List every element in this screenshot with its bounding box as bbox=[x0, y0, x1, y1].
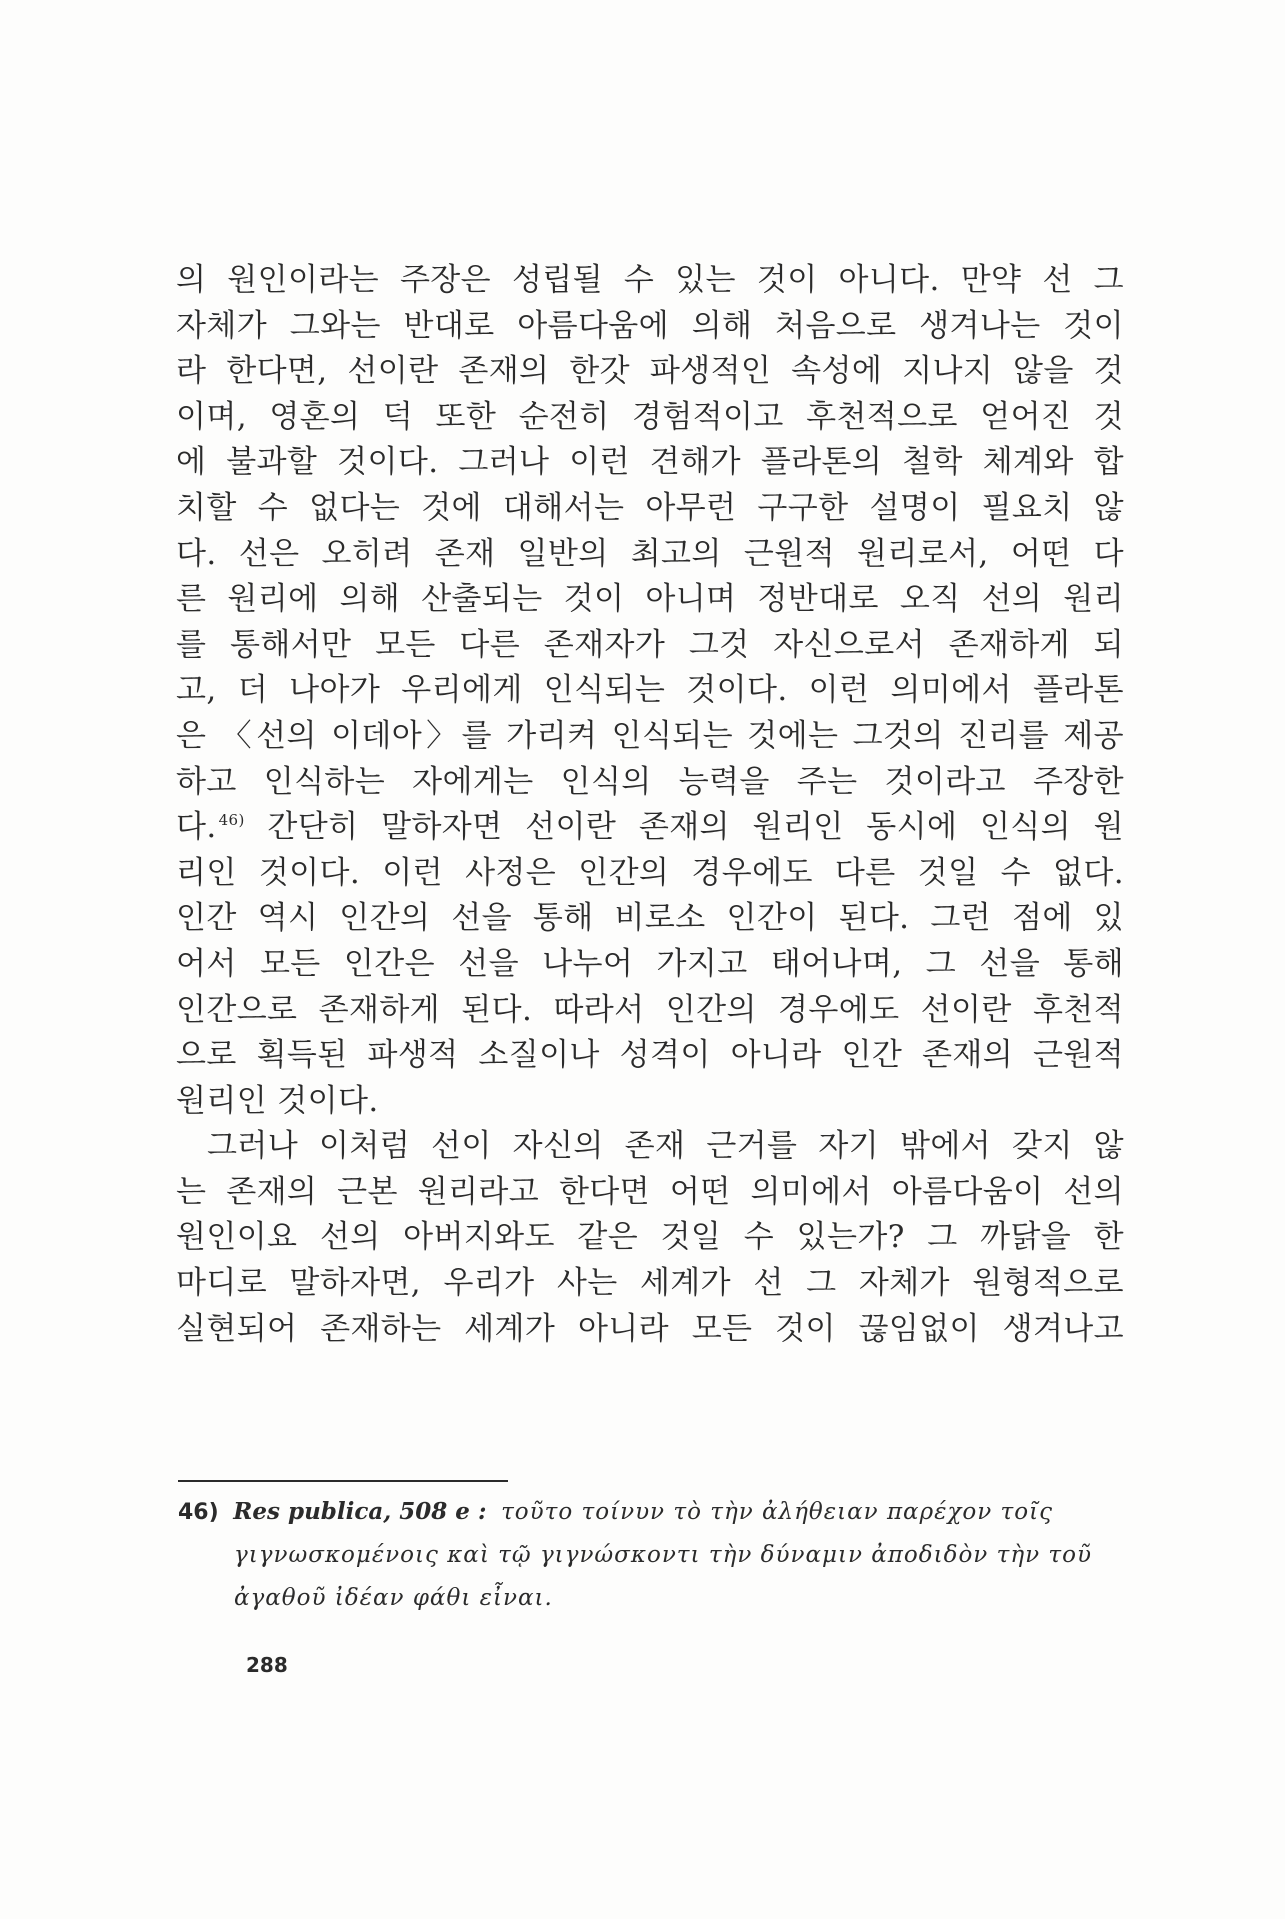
text-line: 자체가 그와는 반대로 아름다움에 의해 처음으로 생겨나는 것이 bbox=[176, 307, 1124, 344]
text-line: 다. 선은 오히려 존재 일반의 최고의 근원적 원리로서, 어떤 다 bbox=[176, 535, 1124, 572]
footnote-greek-text: τοῦτο τοίνυν τὸ τὴν ἀλήθειαν παρέχον τοῖς bbox=[501, 1499, 1054, 1525]
footnote-divider bbox=[178, 1480, 508, 1482]
text-line: 하고 인식하는 자에게는 인식의 능력을 주는 것이라고 주장한 bbox=[176, 763, 1124, 800]
text-line: 를 통해서만 모든 다른 존재자가 그것 자신으로서 존재하게 되 bbox=[176, 626, 1124, 663]
text-line: 실현되어 존재하는 세계가 아니라 모든 것이 끊임없이 생겨나고 bbox=[176, 1310, 1124, 1347]
text-line: 리인 것이다. 이런 사정은 인간의 경우에도 다른 것일 수 없다. bbox=[176, 854, 1124, 891]
footnote-reference: 46) bbox=[218, 811, 245, 830]
text-line: 에 불과할 것이다. 그러나 이런 견해가 플라톤의 철학 체계와 합 bbox=[176, 444, 1124, 481]
text-line: 으로 획득된 파생적 소질이나 성격이 아니라 인간 존재의 근원적 bbox=[176, 1037, 1124, 1074]
footnote bbox=[178, 1490, 1124, 1620]
text-line: 이며, 영혼의 덕 또한 순전히 경험적이고 후천적으로 얻어진 것 bbox=[176, 398, 1124, 435]
footnote-line bbox=[178, 1577, 1124, 1620]
text-line: 고, 더 나아가 우리에게 인식되는 것이다. 이런 의미에서 플라톤 bbox=[176, 672, 1124, 709]
text-fragment: 간단히 말하자면 선이란 존재의 원리인 동시에 인식의 원 bbox=[267, 809, 1124, 846]
text-line: 른 원리에 의해 산출되는 것이 아니며 정반대로 오직 선의 원리 bbox=[176, 581, 1124, 618]
body-text bbox=[176, 258, 1124, 1352]
footnote-number: 46) bbox=[178, 1500, 219, 1525]
text-line: 치할 수 없다는 것에 대해서는 아무런 구구한 설명이 필요치 않 bbox=[176, 489, 1124, 526]
text-line: 은 〈선의 이데아〉를 가리켜 인식되는 것에는 그것의 진리를 제공 bbox=[176, 717, 1124, 754]
text-line: 어서 모든 인간은 선을 나누어 가지고 태어나며, 그 선을 통해 bbox=[176, 945, 1124, 982]
paragraph-start-line: 그러나 이처럼 선이 자신의 존재 근거를 자기 밖에서 갖지 않 bbox=[207, 1128, 1124, 1165]
text-line: 원리인 것이다. bbox=[176, 1082, 379, 1119]
text-fragment: 다. bbox=[176, 809, 217, 846]
footnote-citation: Res publica, 508 e : bbox=[233, 1498, 487, 1525]
text-line: 인간 역시 인간의 선을 통해 비로소 인간이 된다. 그런 점에 있 bbox=[176, 900, 1124, 937]
text-line: 는 존재의 근본 원리라고 한다면 어떤 의미에서 아름다움이 선의 bbox=[176, 1173, 1124, 1210]
text-line-with-footnote-ref bbox=[176, 805, 1124, 851]
text-line: 라 한다면, 선이란 존재의 한갓 파생적인 속성에 지나지 않을 것 bbox=[176, 353, 1124, 390]
footnote-greek-text: ἀγαθοῦ ἰδέαν φάθι εἶναι. bbox=[234, 1585, 553, 1611]
footnote-greek-text: γιγνωσκομένοις καὶ τῷ γιγνώσκοντι τὴν δύναμιν ἀποδιδὸν τὴν τοῦ bbox=[234, 1542, 1092, 1568]
text-line: 마디로 말하자면, 우리가 사는 세계가 선 그 자체가 원형적으로 bbox=[176, 1265, 1124, 1302]
footnote-line bbox=[178, 1534, 1124, 1577]
text-line: 의 원인이라는 주장은 성립될 수 있는 것이 아니다. 만약 선 그 bbox=[176, 262, 1124, 298]
page-number: 288 bbox=[246, 1653, 288, 1677]
text-line: 원인이요 선의 아버지와도 같은 것일 수 있는가? 그 까닭을 한 bbox=[176, 1219, 1124, 1256]
footnote-line bbox=[178, 1490, 1124, 1534]
text-line: 인간으로 존재하게 된다. 따라서 인간의 경우에도 선이란 후천적 bbox=[176, 991, 1124, 1028]
